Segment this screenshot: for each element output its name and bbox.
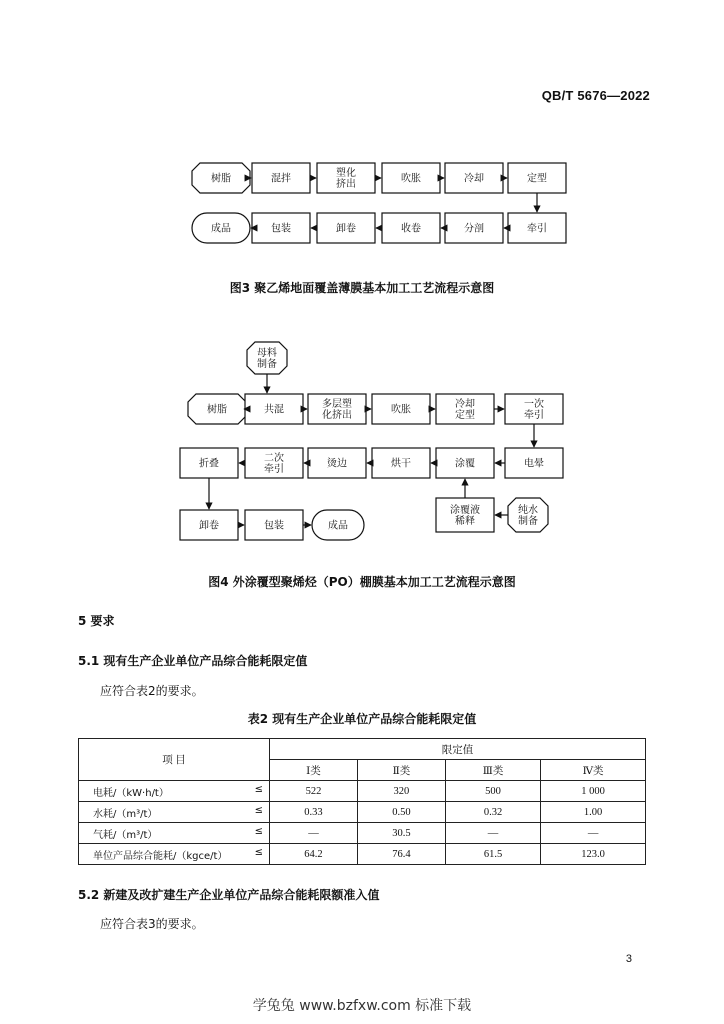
fig4-step-label: 定型 <box>455 410 475 421</box>
section-5-2-text: 应符合表3的要求。 <box>100 917 204 931</box>
fig3-step <box>192 163 250 193</box>
table-header-class: Ⅰ类 <box>270 760 358 781</box>
fig3-step <box>317 163 375 193</box>
fig3-step-label: 混拌 <box>271 173 291 185</box>
fig4-step-label: 树脂 <box>207 404 227 416</box>
fig3-step <box>508 213 566 243</box>
figure-4-caption: 图4 外涂覆型聚烯烃（PO）棚膜基本加工工艺流程示意图 <box>208 575 516 589</box>
fig3-step <box>317 213 375 243</box>
table-cell: 1.00 <box>541 802 646 823</box>
row-label: 单位产品综合能耗/（kgce/t） <box>93 850 228 862</box>
table-cell: 64.2 <box>270 844 358 865</box>
fig4-step <box>505 394 563 424</box>
fig4-step <box>436 448 494 478</box>
fig3-step-label: 吹胀 <box>401 173 421 185</box>
fig4-step-label: 烫边 <box>327 458 347 470</box>
table-cell: 500 <box>445 781 540 802</box>
watermark-footer: 学兔兔 www.bzfxw.com 标准下载 <box>252 998 472 1014</box>
table-cell: 76.4 <box>357 844 445 865</box>
fig4-step-label: 吹胀 <box>391 404 411 416</box>
fig4-step <box>180 448 238 478</box>
fig4-step-label: 化挤出 <box>322 410 352 421</box>
table-row <box>79 844 646 865</box>
fig4-step <box>505 448 563 478</box>
table-cell: 320 <box>357 781 445 802</box>
row-label: 气耗/（m³/t） <box>93 829 158 841</box>
table-cell: 61.5 <box>445 844 540 865</box>
fig4-step-label: 二次 <box>264 453 284 464</box>
section-5-2-heading: 5.2 新建及改扩建生产企业单位产品综合能耗限额准入值 <box>78 888 380 902</box>
fig3-step-label: 树脂 <box>211 173 231 185</box>
fig3-step-label: 冷却 <box>464 173 484 185</box>
fig3-step-label: 分剖 <box>464 223 484 235</box>
table-cell: 30.5 <box>357 823 445 844</box>
fig3-step-label: 挤出 <box>336 179 356 190</box>
fig4-step-label: 包装 <box>264 520 284 532</box>
table-cell: — <box>270 823 358 844</box>
fig4-step-label: 稀释 <box>455 516 475 527</box>
fig4-step-label: 涂覆 <box>455 458 475 470</box>
table-header-limit: 限定值 <box>270 739 646 760</box>
fig4-step <box>436 498 494 532</box>
fig4-step-label: 一次 <box>524 399 544 410</box>
fig3-step <box>252 213 310 243</box>
table-2-caption: 表2 现有生产企业单位产品综合能耗限定值 <box>247 712 477 726</box>
section-5-heading: 5 要求 <box>78 614 115 628</box>
le-symbol: ≤ <box>254 846 263 858</box>
fig4-step-label: 牵引 <box>264 464 284 475</box>
le-symbol: ≤ <box>254 783 263 795</box>
fig4-step <box>245 448 303 478</box>
table-row <box>79 781 646 802</box>
table-cell: 0.33 <box>270 802 358 823</box>
fig4-step-label: 成品 <box>328 520 348 532</box>
table-row <box>79 823 646 844</box>
fig4-step <box>247 342 287 374</box>
fig4-step <box>308 448 366 478</box>
fig4-step <box>312 510 364 540</box>
fig4-step-label: 母料 <box>257 348 277 359</box>
fig4-step <box>308 394 366 424</box>
fig4-step-label: 涂覆液 <box>450 505 480 516</box>
fig4-step-label: 制备 <box>518 516 538 527</box>
le-symbol: ≤ <box>254 825 263 837</box>
table-header-class: Ⅱ类 <box>357 760 445 781</box>
fig4-step <box>188 394 246 424</box>
table-header-class: Ⅲ类 <box>445 760 540 781</box>
fig3-step-label: 牵引 <box>527 223 547 235</box>
fig3-step-label: 成品 <box>211 223 231 235</box>
fig3-step <box>382 163 440 193</box>
fig4-step <box>245 394 303 424</box>
fig4-step-label: 电晕 <box>524 458 544 470</box>
fig4-step-label: 烘干 <box>391 458 411 470</box>
fig4-step-label: 牵引 <box>524 410 544 421</box>
table-cell: 0.32 <box>445 802 540 823</box>
fig3-step <box>508 163 566 193</box>
fig3-step <box>192 213 250 243</box>
fig4-step-label: 纯水 <box>518 505 538 516</box>
fig4-step-label: 折叠 <box>199 458 219 470</box>
fig4-step-label: 制备 <box>257 359 277 370</box>
fig4-step-label: 多层塑 <box>322 399 352 410</box>
fig3-step <box>382 213 440 243</box>
fig3-step <box>445 213 503 243</box>
row-label: 电耗/（kW·h/t） <box>93 787 169 799</box>
table-cell: — <box>541 823 646 844</box>
table-2 <box>78 738 646 865</box>
row-label: 水耗/（m³/t） <box>93 808 158 820</box>
fig4-step <box>180 510 238 540</box>
fig4-step-label: 冷却 <box>455 399 475 410</box>
fig3-step <box>252 163 310 193</box>
figure-4-flowchart <box>0 336 724 556</box>
fig3-step-label: 定型 <box>527 173 547 185</box>
table-header-class: Ⅳ类 <box>541 760 646 781</box>
fig3-step <box>445 163 503 193</box>
fig3-step-label: 塑化 <box>336 168 356 179</box>
fig4-step-label: 共混 <box>264 404 284 416</box>
fig3-step-label: 收卷 <box>401 223 421 235</box>
section-5-1-heading: 5.1 现有生产企业单位产品综合能耗限定值 <box>78 654 308 668</box>
table-cell: 522 <box>270 781 358 802</box>
table-cell: — <box>445 823 540 844</box>
fig4-step <box>372 448 430 478</box>
table-cell: 0.50 <box>357 802 445 823</box>
figure-3-flowchart <box>0 150 724 250</box>
fig4-step <box>508 498 548 532</box>
standard-number: QB/T 5676—2022 <box>541 88 650 103</box>
fig4-step-label: 卸卷 <box>199 520 219 532</box>
table-cell: 1 000 <box>541 781 646 802</box>
fig3-step-label: 包装 <box>271 223 291 235</box>
page-number: 3 <box>625 953 632 965</box>
fig4-step <box>372 394 430 424</box>
table-header-item: 项 目 <box>79 739 270 781</box>
figure-3-caption: 图3 聚乙烯地面覆盖薄膜基本加工工艺流程示意图 <box>229 281 495 295</box>
fig4-step <box>436 394 494 424</box>
table-cell: 123.0 <box>541 844 646 865</box>
fig4-step <box>245 510 303 540</box>
section-5-1-text: 应符合表2的要求。 <box>100 684 204 698</box>
le-symbol: ≤ <box>254 804 263 816</box>
fig3-step-label: 卸卷 <box>336 223 356 235</box>
table-row <box>79 802 646 823</box>
